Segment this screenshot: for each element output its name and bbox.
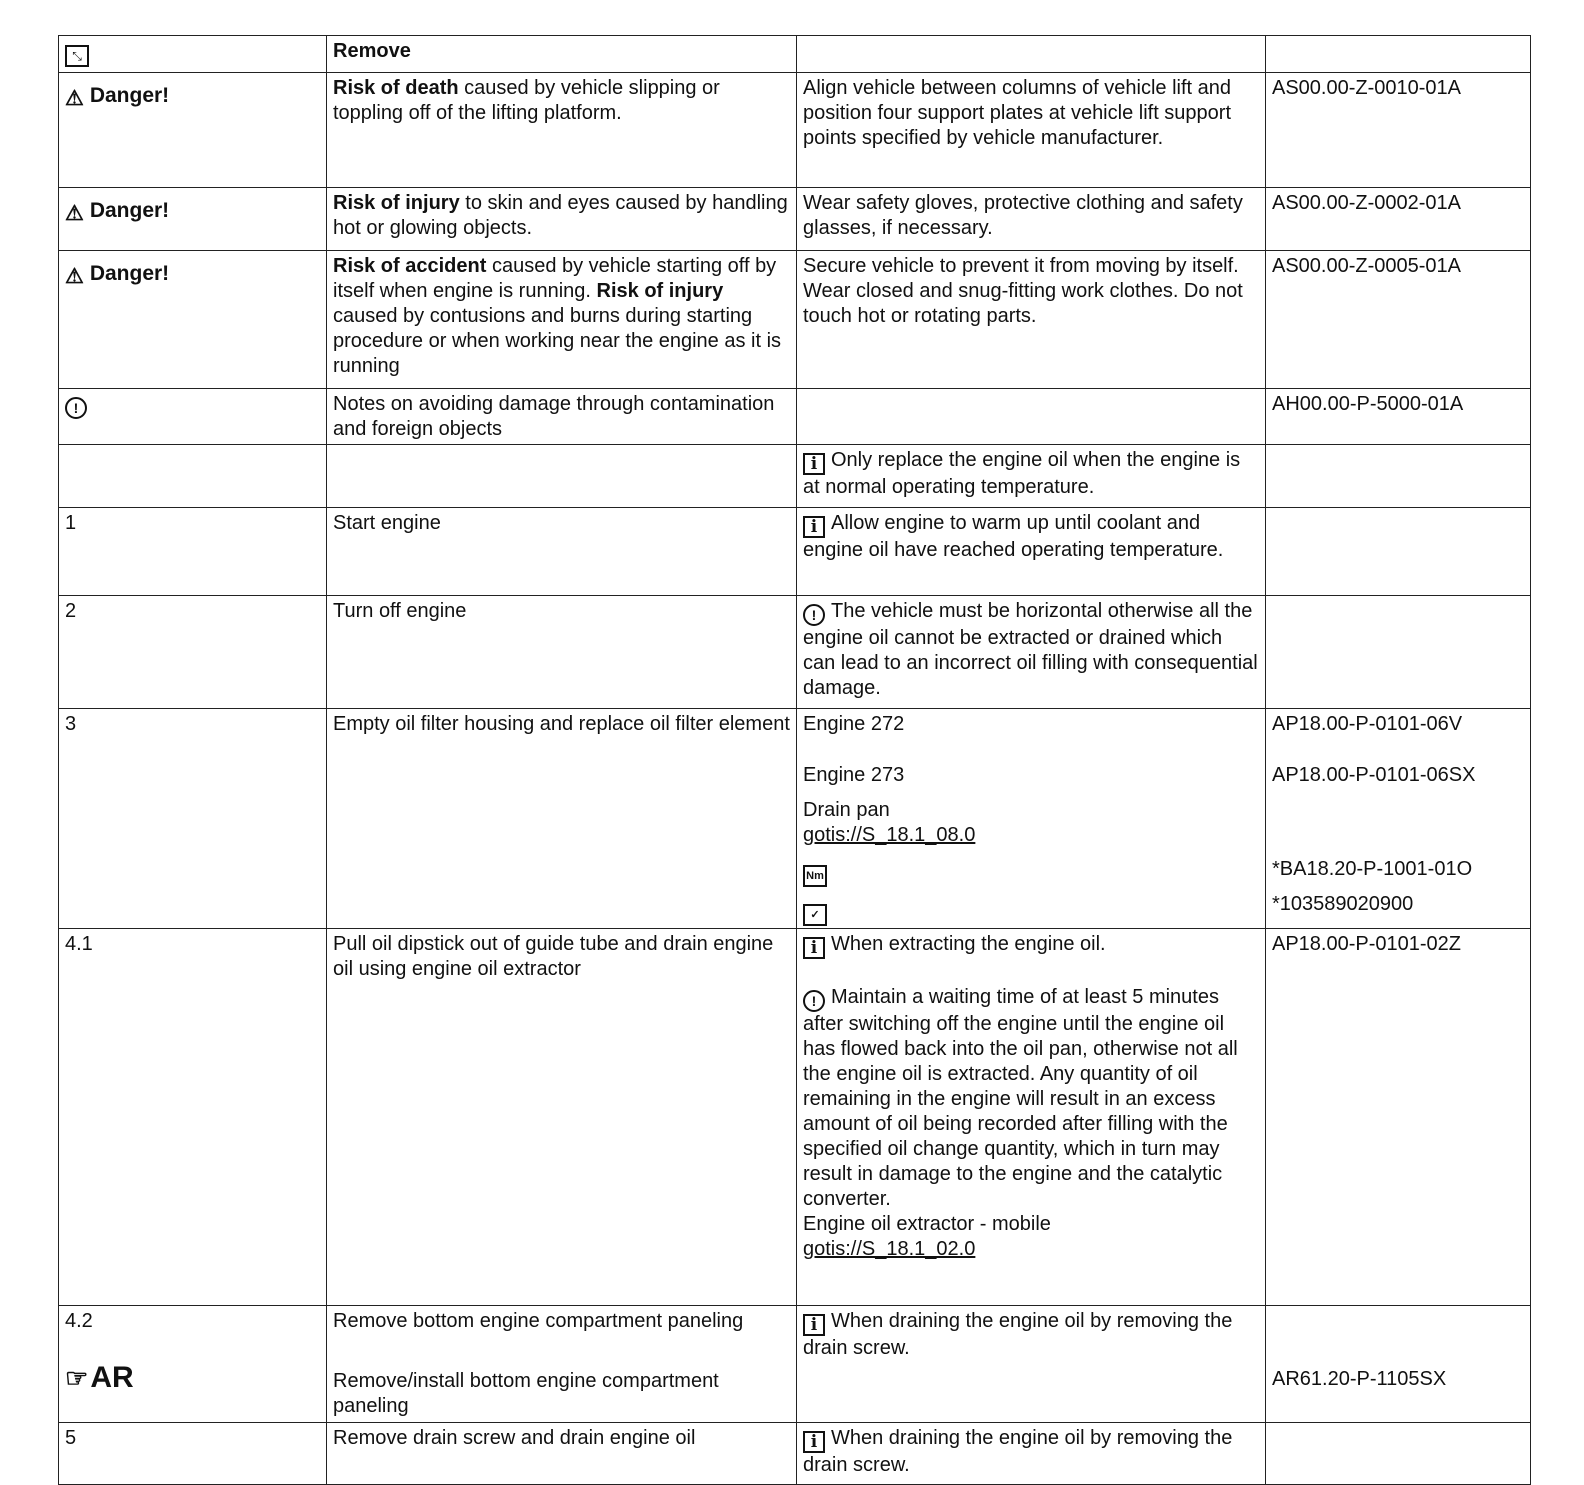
step-ref-link[interactable]: AP18.00-P-0101-02Z: [1266, 929, 1531, 1306]
danger-measure: Wear safety gloves, protective clothing and safety glasses, if necessary.: [797, 188, 1266, 251]
warning-triangle-icon: ⚠: [65, 87, 84, 110]
danger-label-cell: [59, 251, 327, 389]
step-number: 5: [59, 1423, 327, 1485]
info-icon: i: [803, 516, 825, 538]
danger-description: [327, 188, 797, 251]
step-number: 1: [59, 508, 327, 596]
notes-row: [59, 389, 1531, 445]
risk-text: caused by vehicle starting off by itself when engine is running.: [333, 255, 777, 302]
danger-description: [327, 251, 797, 389]
risk-text: caused by contusions and burns during starting procedure or when working near the engine as it is running: [333, 305, 782, 377]
step-note-cell: [797, 1423, 1266, 1485]
risk-title: Risk of death: [333, 77, 459, 99]
ref-link[interactable]: AR61.20-P-1105SX: [1272, 1368, 1447, 1390]
measure-line: Secure vehicle to prevent it from moving by itself.: [803, 255, 1239, 277]
notes-empty-cell: [797, 389, 1266, 445]
step-action: Remove/install bottom engine compartment paneling: [333, 1370, 719, 1417]
engine-variant: Engine 273: [803, 764, 905, 786]
tool-name: Drain pan: [803, 799, 890, 821]
danger-ref-link[interactable]: AS00.00-Z-0005-01A: [1266, 251, 1531, 389]
step-ref-cell: [1266, 1306, 1531, 1423]
tool-link[interactable]: gotis://S_18.1_02.0: [803, 1238, 976, 1260]
tool-link[interactable]: gotis://S_18.1_08.0: [803, 824, 976, 846]
tool-name: Engine oil extractor - mobile: [803, 1213, 1051, 1235]
header-symbol-cell: [59, 36, 327, 73]
info-note: Only replace the engine oil when the engine is at normal operating temperature.: [803, 449, 1241, 498]
empty-cell: [1266, 596, 1531, 709]
info-icon: i: [803, 1431, 825, 1453]
special-tool-icon: ✓: [803, 904, 827, 926]
step-note: When draining the engine oil by removing the drain screw.: [803, 1427, 1233, 1476]
step-detail-cell: [797, 929, 1266, 1306]
step-detail-cell: [797, 709, 1266, 929]
danger-measure: [797, 251, 1266, 389]
step-row: [59, 929, 1531, 1306]
danger-label-cell: [59, 188, 327, 251]
danger-measure: Align vehicle between columns of vehicle lift and position four support plates at vehicle lift support points specified by vehicle manufacturer.: [797, 73, 1266, 188]
risk-title: Risk of accident: [333, 255, 487, 277]
risk-title: Risk of injury: [596, 280, 724, 302]
step-row: [59, 508, 1531, 596]
expand-arrows-icon: ⤡: [65, 45, 89, 67]
info-icon: i: [803, 937, 825, 959]
danger-description: [327, 73, 797, 188]
caution-circle-icon: !: [65, 397, 87, 419]
engine-variant: Engine 272: [803, 713, 905, 735]
step-number: 2: [59, 596, 327, 709]
notes-symbol-cell: [59, 389, 327, 445]
danger-label: Danger!: [89, 199, 170, 222]
danger-row: [59, 188, 1531, 251]
step-action: Empty oil filter housing and replace oil filter element: [327, 709, 797, 929]
step-note-cell: [797, 1306, 1266, 1423]
step-ref-cell: [1266, 709, 1531, 929]
ref-link[interactable]: AP18.00-P-0101-06V: [1272, 713, 1463, 735]
step-number-cell: [59, 1306, 327, 1423]
info-icon: i: [803, 1314, 825, 1336]
warning-triangle-icon: ⚠: [65, 265, 84, 288]
danger-ref-link[interactable]: AS00.00-Z-0002-01A: [1266, 188, 1531, 251]
step-note: The vehicle must be horizontal otherwise all the engine oil cannot be extracted or drained which can lead to an incorrect oil filling with consequential damage.: [803, 600, 1258, 699]
empty-cell: [327, 445, 797, 508]
risk-text: caused by vehicle slipping or toppling off of the lifting platform.: [333, 77, 720, 124]
header-title: Remove: [327, 36, 797, 73]
measure-line: Wear closed and snug-fitting work clothes. Do not touch hot or rotating parts.: [803, 280, 1243, 327]
step-row: [59, 1306, 1531, 1423]
ref-link[interactable]: AP18.00-P-0101-06SX: [1272, 764, 1476, 786]
caution-circle-icon: !: [803, 990, 825, 1012]
step-note: When extracting the engine oil.: [831, 933, 1106, 955]
danger-label: Danger!: [89, 262, 170, 285]
step-action-cell: [327, 1306, 797, 1423]
info-icon: i: [803, 453, 825, 475]
risk-text: to skin and eyes caused by handling hot or glowing objects.: [333, 192, 788, 239]
step-action: Remove bottom engine compartment paneling: [333, 1310, 744, 1332]
step-number: 4.2: [65, 1310, 93, 1332]
notes-text: Notes on avoiding damage through contamination and foreign objects: [327, 389, 797, 445]
step-action: Start engine: [327, 508, 797, 596]
danger-label: Danger!: [89, 84, 170, 107]
empty-cell: [1266, 1423, 1531, 1485]
header-empty-cell: [797, 36, 1266, 73]
torque-wrench-icon: Nm: [803, 865, 827, 887]
info-note-cell: [797, 445, 1266, 508]
danger-row: [59, 251, 1531, 389]
ar-label: AR: [90, 1361, 134, 1394]
ar-reference: [65, 1360, 320, 1396]
step-action: Turn off engine: [327, 596, 797, 709]
ref-link[interactable]: *BA18.20-P-1001-01O: [1272, 858, 1473, 880]
empty-cell: [59, 445, 327, 508]
step-row: [59, 596, 1531, 709]
empty-cell: [1266, 508, 1531, 596]
risk-title: Risk of injury: [333, 192, 460, 214]
step-note-cell: [797, 508, 1266, 596]
step-action: Remove drain screw and drain engine oil: [327, 1423, 797, 1485]
header-empty-cell: [1266, 36, 1531, 73]
danger-ref-link[interactable]: AS00.00-Z-0010-01A: [1266, 73, 1531, 188]
pointing-hand-icon: ☞: [65, 1363, 89, 1393]
step-note: Maintain a waiting time of at least 5 minutes after switching off the engine until the engine oil has flowed back into the oil pan, otherwise not all the engine oil is extracted. Any quantity of oil remaining in the engine will result in an excess amount of oil being recorded after filling with the specified oil change quantity, which in turn may result in damage to the engine and the catalytic converter.: [803, 986, 1238, 1210]
step-number: 4.1: [59, 929, 327, 1306]
notes-ref-link[interactable]: AH00.00-P-5000-01A: [1266, 389, 1531, 445]
step-note: Allow engine to warm up until coolant and engine oil have reached operating temperature.: [803, 512, 1224, 561]
procedure-table: [58, 35, 1531, 1485]
warning-triangle-icon: ⚠: [65, 202, 84, 225]
header-row: [59, 36, 1531, 73]
step-action: Pull oil dipstick out of guide tube and drain engine oil using engine oil extractor: [327, 929, 797, 1306]
caution-circle-icon: !: [803, 604, 825, 626]
step-row: [59, 709, 1531, 929]
danger-row: [59, 73, 1531, 188]
step-note: When draining the engine oil by removing the drain screw.: [803, 1310, 1233, 1359]
empty-cell: [1266, 445, 1531, 508]
step-note-cell: [797, 596, 1266, 709]
step-number: 3: [59, 709, 327, 929]
info-row: [59, 445, 1531, 508]
danger-label-cell: [59, 73, 327, 188]
ref-link[interactable]: *103589020900: [1272, 893, 1414, 915]
step-row: [59, 1423, 1531, 1485]
